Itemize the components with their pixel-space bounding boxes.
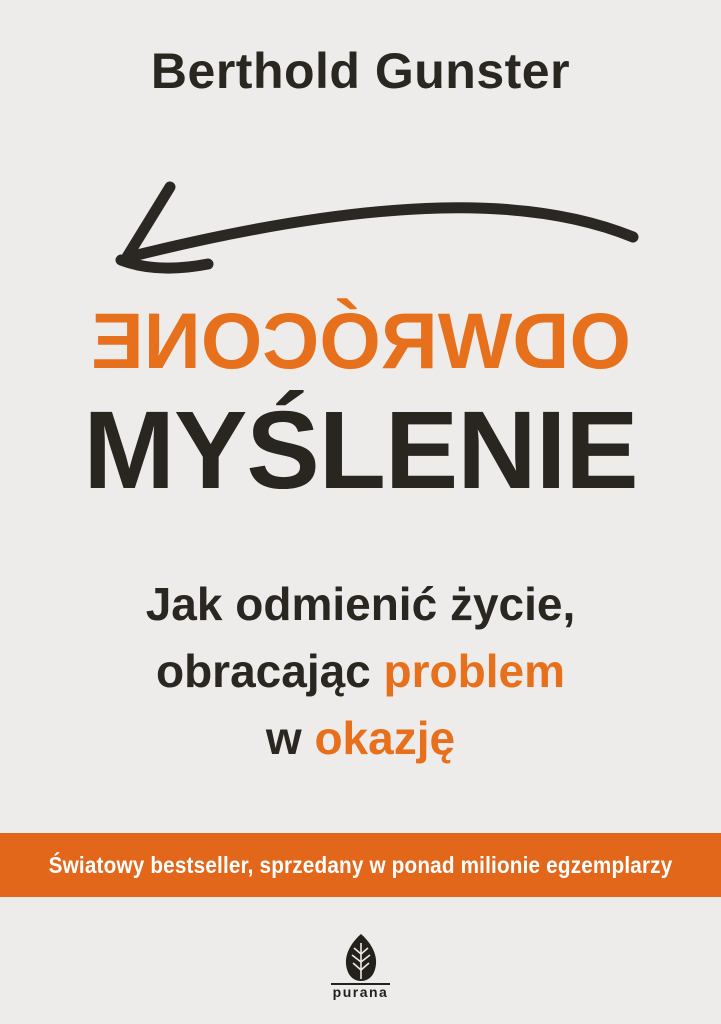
title-word-mirrored: ODWRÓCONE (90, 296, 631, 385)
subtitle (0, 571, 721, 772)
subtitle-text: obracając (155, 645, 384, 697)
leaf-icon (342, 934, 380, 982)
curved-arrow-icon (105, 175, 650, 290)
subtitle-text: w (265, 712, 315, 764)
subtitle-line-2 (0, 638, 721, 705)
title-word-main: MYŚLENIE (83, 389, 638, 512)
subtitle-accent-word: problem (383, 645, 566, 697)
bestseller-banner (0, 833, 721, 897)
subtitle-line-1 (0, 571, 721, 638)
publisher-logo (0, 934, 721, 1000)
title-line-mirrored (0, 296, 721, 385)
subtitle-line-3 (0, 705, 721, 772)
publisher-name: purana (332, 984, 389, 1000)
bestseller-banner-text: Światowy bestseller, sprzedany w ponad milionie egzemplarzy (48, 851, 673, 878)
subtitle-text: Jak odmienić życie, (145, 578, 576, 630)
author-name: Berthold Gunster (150, 43, 571, 99)
subtitle-accent-word: okazję (314, 712, 456, 764)
